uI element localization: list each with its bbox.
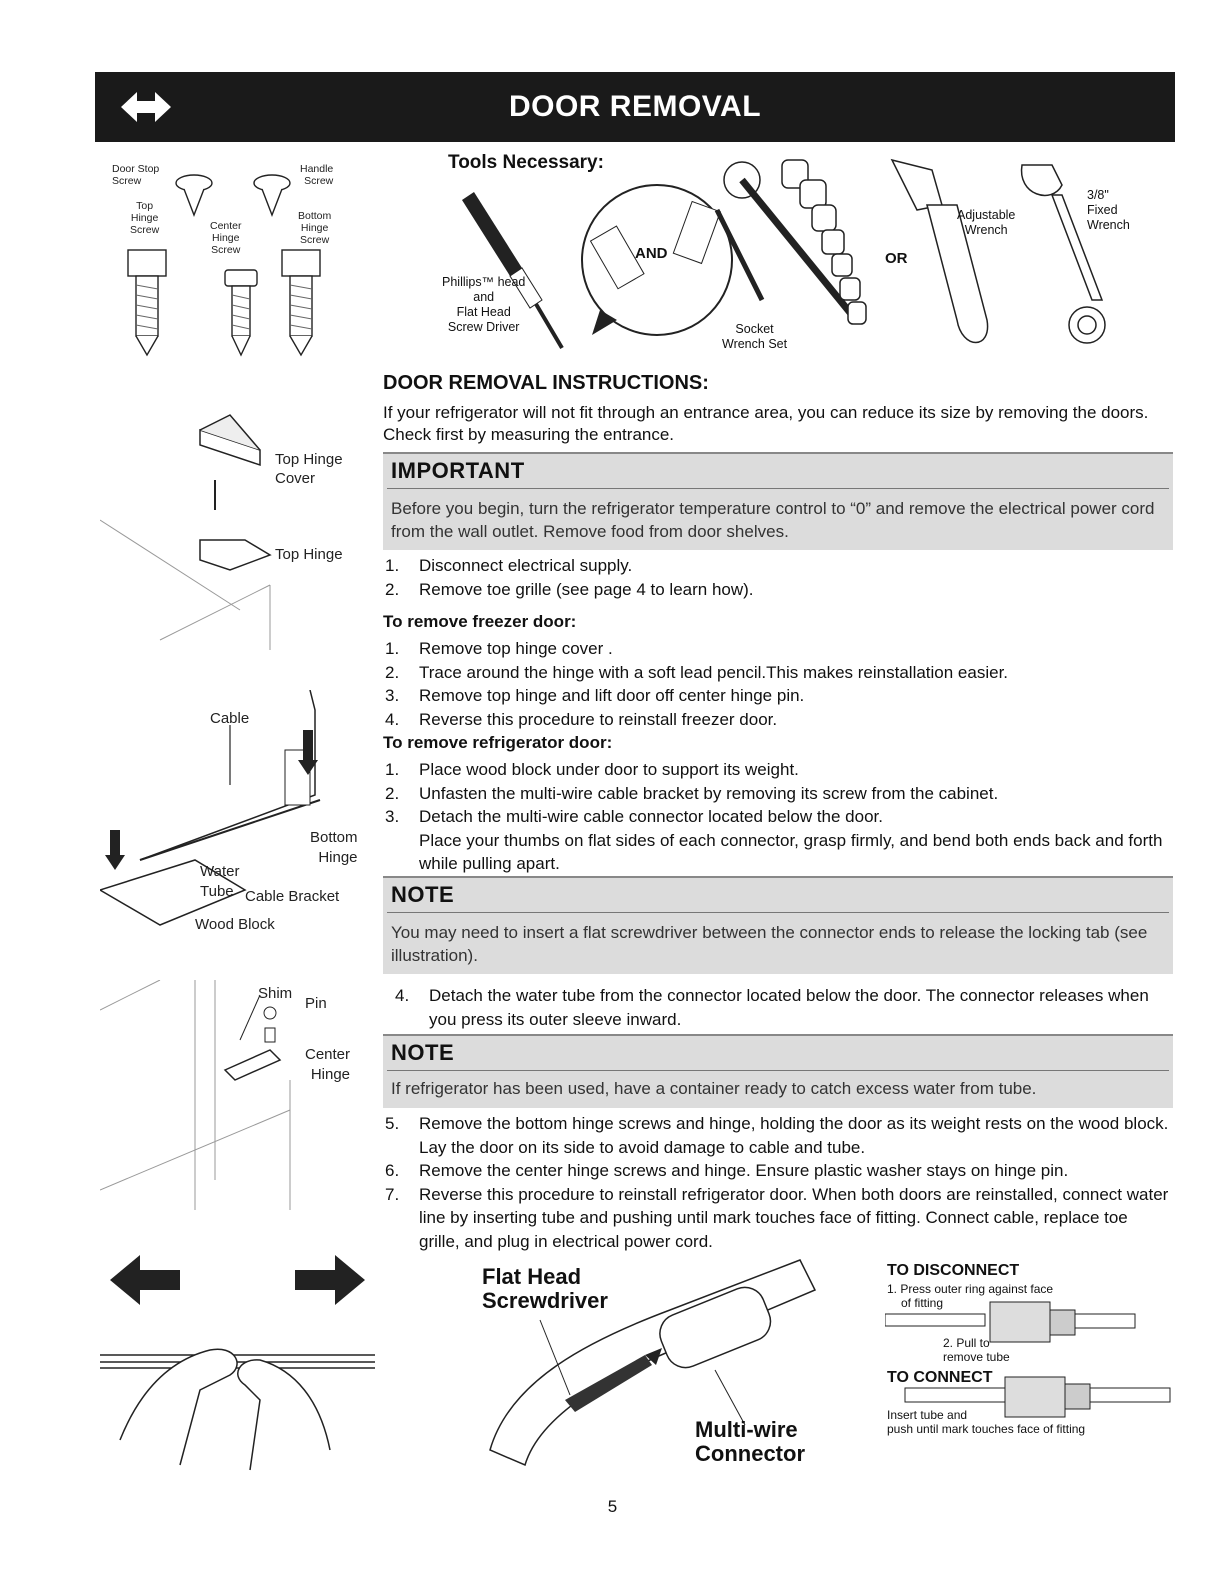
fitting-figure: [885, 1262, 1175, 1472]
handle-screw-label: Handle Screw: [300, 163, 334, 187]
hands-figure: [100, 1240, 375, 1475]
note-box-1: [383, 876, 1173, 974]
adjustable-wrench-label: Adjustable Wrench: [957, 208, 1016, 237]
cable-bracket-label: Cable Bracket: [245, 888, 340, 905]
center-hinge-label: Center Hinge: [305, 1046, 351, 1083]
instructions-heading: DOOR REMOVAL INSTRUCTIONS:: [383, 372, 709, 394]
fridge-heading: To remove refrigerator door:: [383, 733, 613, 752]
note-title: NOTE: [391, 882, 455, 907]
disconnect-step-2: 2. Pull to remove tube: [943, 1336, 1010, 1364]
hands-illustration: [100, 1240, 375, 1475]
disconnect-title: TO DISCONNECT: [887, 1262, 1020, 1279]
screws-figure: [112, 155, 372, 360]
important-text: Before you begin, turn the refrigerator temperature control to “0” and remove the electrical power cord from the wall outlet. Remove food from door shelves.: [391, 499, 1155, 541]
note-box-2: [383, 1034, 1173, 1108]
connect-title: TO CONNECT: [887, 1369, 993, 1386]
list-item: 4. Detach the water tube from the connector located below the door. The connector releases when you press its outer sleeve inward.: [395, 986, 1149, 1029]
flat-head-label: Flat Head Screwdriver: [482, 1264, 608, 1313]
fridge-steps-b: [383, 1112, 1173, 1253]
prep-steps: [383, 554, 1173, 601]
and-label: AND: [635, 245, 668, 262]
list-item: 2. Remove toe grille (see page 4 to learn how).: [385, 579, 754, 599]
center-hinge-screw-label: Center Hinge Screw: [210, 220, 242, 256]
list-item: 6. Remove the center hinge screws and hinge. Ensure plastic washer stays on hinge pin.: [385, 1161, 1069, 1180]
list-item: 1. Remove top hinge cover .: [385, 639, 613, 658]
connector-figure: [470, 1250, 830, 1480]
list-item: 7. Reverse this procedure to reinstall refrigerator door. When both doors are reinstalled, connect water line by inserting tube and pushing until mark touches face of fitting. Connect cable, replace toe grille, and plug in electrical power cord.: [385, 1184, 1169, 1251]
right-arrow-icon: [295, 1255, 365, 1305]
list-item: 2. Unfasten the multi-wire cable bracket by removing its screw from the cabinet.: [385, 783, 999, 803]
bottom-hinge-figure: [100, 690, 375, 940]
top-hinge-label: Top Hinge: [275, 546, 343, 563]
freezer-heading: To remove freezer door:: [383, 612, 577, 631]
screwdriver-label: Phillips™ head and Flat Head Screw Driver: [442, 275, 526, 334]
page-number: 5: [607, 1497, 618, 1516]
list-item: 1. Place wood block under door to support its weight.: [385, 760, 799, 779]
list-item: 2. Trace around the hinge with a soft lead pencil.This makes reinstallation easier.: [385, 662, 1009, 682]
bottom-hinge-label: Bottom Hinge: [310, 829, 358, 866]
disconnect-step-1: 1. Press outer ring against face of fitting: [887, 1282, 1054, 1310]
important-title: IMPORTANT: [391, 458, 525, 483]
connect-text: Insert tube and push until mark touches face of fitting: [887, 1408, 1086, 1436]
important-box: [383, 452, 1173, 550]
page-header: [95, 72, 1175, 142]
top-hinge-illustration: [100, 400, 375, 650]
center-hinge-figure: [100, 980, 375, 1210]
left-arrow-icon: [110, 1255, 180, 1305]
list-item: 1. Disconnect electrical supply.: [385, 556, 633, 575]
multi-wire-label: Multi-wire Connector: [695, 1417, 805, 1466]
top-hinge-screw-label: Top Hinge Screw: [130, 200, 160, 236]
door-stop-screw-label: Door Stop Screw: [112, 163, 160, 187]
cable-label: Cable: [210, 710, 250, 727]
note-title: NOTE: [391, 1040, 455, 1065]
or-label: OR: [885, 250, 908, 267]
note-text: You may need to insert a flat screwdriver between the connector ends to release the locking tab (see illustration).: [391, 923, 1148, 965]
fridge-steps-a: [383, 758, 1173, 876]
tools-figure: [412, 150, 1172, 365]
socket-label: Socket Wrench Set: [722, 322, 788, 351]
wood-block-label: Wood Block: [195, 916, 275, 933]
list-item: 5. Remove the bottom hinge screws and hinge, holding the door as its weight rests on the wood block. Lay the door on its side to avoid damage to cable and tube.: [385, 1114, 1169, 1157]
list-item: 3. Remove top hinge and lift door off center hinge pin.: [385, 686, 805, 705]
tools-heading: Tools Necessary:: [448, 152, 604, 173]
note-text: If refrigerator has been used, have a container ready to catch excess water from tube.: [391, 1079, 1037, 1098]
step-4: [393, 984, 1173, 1031]
freezer-steps: [383, 637, 1173, 731]
top-hinge-figure: [100, 400, 375, 650]
center-hinge-illustration: [100, 980, 375, 1210]
fixed-wrench-label: 3/8" Fixed Wrench: [1087, 188, 1130, 232]
top-hinge-cover-label: Top Hinge Cover: [275, 451, 343, 487]
page-title: DOOR REMOVAL: [508, 90, 762, 123]
pin-label: Pin: [305, 995, 327, 1012]
bottom-hinge-screw-label: Bottom Hinge Screw: [298, 210, 332, 246]
tools-illustration: [412, 150, 1172, 365]
instructions-intro: If your refrigerator will not fit through an entrance area, you can reduce its size by removing the doors. Check first by measuring the entrance.: [383, 403, 1149, 444]
list-item: 4. Reverse this procedure to reinstall freezer door.: [385, 709, 778, 729]
socket-set-icon: [717, 160, 866, 324]
water-tube-label: Water Tube: [200, 863, 240, 900]
list-item: 3. Detach the multi-wire cable connector located below the door. Place your thumbs on flat sides of each connector, grasp firmly, and bend both ends back and forth while pulling apart.: [385, 807, 1163, 873]
shim-label: Shim: [258, 985, 293, 1002]
